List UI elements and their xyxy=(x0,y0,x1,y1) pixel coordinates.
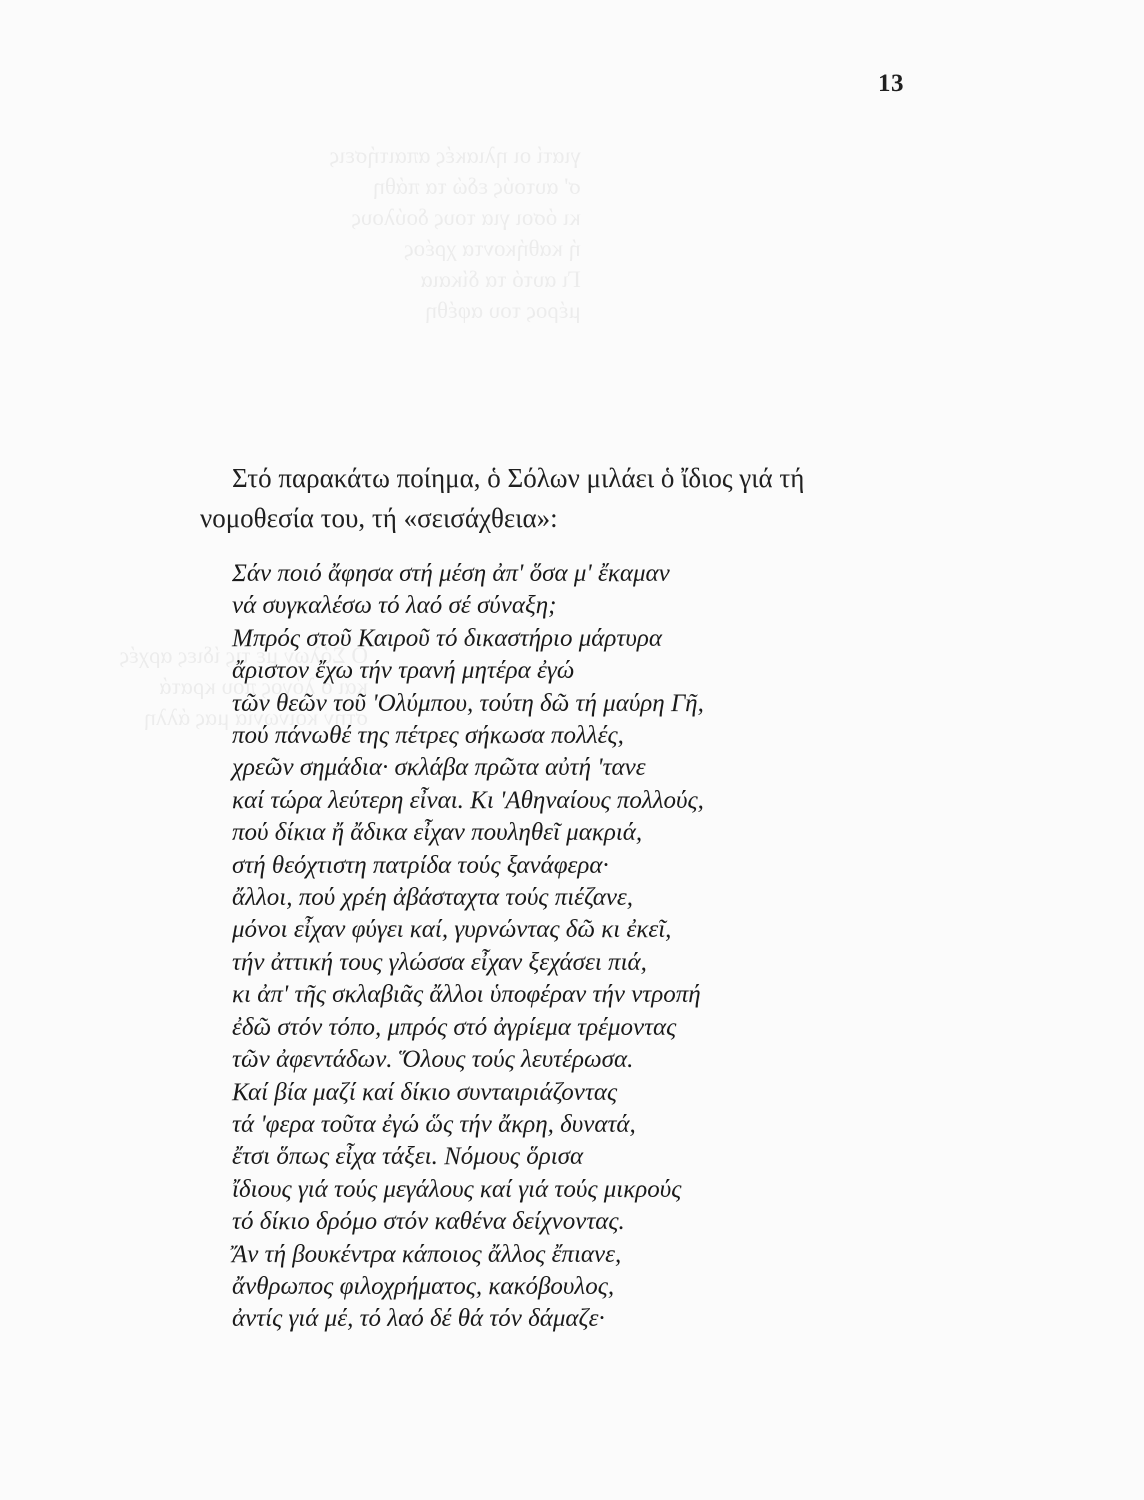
poem-line: κι ἀπ' τῆς σκλαβιᾶς ἄλλοι ὑποφέραν τήν ντροπή xyxy=(232,981,701,1009)
poem-line: πού πάνωθέ της πέτρες σήκωσα πολλές, xyxy=(232,722,624,750)
poem-line: καί τώρα λεύτερη εἶναι. Κι 'Αθηναίους πολλούς, xyxy=(232,786,704,814)
show-through-text-lower: Ο Σόλων με τις ίδιες αρχές και ο λόγος που κρατά στην κοινωνία μας άλλη xyxy=(120,643,368,730)
poem-line: τῶν θεῶν τοῦ 'Ολύμπου, τούτη δῶ τή μαύρη Γῆ, xyxy=(232,689,704,717)
poem-line: ἀντίς γιά μέ, τό λαό δέ θά τόν δάμαζε· xyxy=(232,1305,605,1333)
poem-line: Σάν ποιό ἄφησα στή μέση ἀπ' ὅσα μ' ἔκαμαν xyxy=(232,560,670,587)
poem-line: στή θεόχτιστη πατρίδα τούς ξανάφερα· xyxy=(232,851,609,879)
poem-line: τά 'φερα τοῦτα ἐγώ ὥς τήν ἄκρη, δυνατά, xyxy=(232,1110,636,1138)
poem-line: ἄλλοι, πού χρέη ἀβάσταχτα τούς πιέζανε, xyxy=(232,884,634,912)
poem-line: ἄνθρωπος φιλοχρήματος, κακόβουλος, xyxy=(232,1272,615,1300)
poem xyxy=(204,558,964,1336)
intro-paragraph xyxy=(200,458,932,538)
poem-line: χρεῶν σημάδια· σκλάβα πρῶτα αὐτή 'τανε xyxy=(232,754,646,782)
poem-line: Ἄν τή βουκέντρα κάποιος ἄλλος ἔπιανε, xyxy=(232,1240,622,1268)
poem-line: ἐδῶ στόν τόπο, μπρός στό ἀγρίεμα τρέμοντας xyxy=(232,1013,677,1041)
show-through-text: γιατί οι ηλιακές απαιτήσεις σ' αυτούς εδώ τα πάθη κι όσοι για τους δούλους ή καθήκοντα χρέος Γι αυτό τα δίκαια μέρος του αφέθη xyxy=(330,143,581,323)
poem-line: πού δίκια ἤ ἄδικα εἶχαν πουληθεῖ μακριά, xyxy=(232,819,643,847)
page-number: 13 xyxy=(878,70,904,97)
poem-line: ἔτσι ὅπως εἶχα τάξει. Νόμους ὅρισα xyxy=(232,1143,584,1171)
poem-line: ἴδιους γιά τούς μεγάλους καί γιά τούς μικρούς xyxy=(232,1175,682,1203)
poem-line: μόνοι εἶχαν φύγει καί, γυρνώντας δῶ κι ἐκεῖ, xyxy=(232,916,672,944)
poem-line: ἄριστον ἔχω τήν τρανή μητέρα ἐγώ xyxy=(232,657,575,685)
poem-line: τῶν ἀφεντάδων. Ὅλους τούς λευτέρωσα. xyxy=(232,1046,634,1074)
poem-line: Καί βία μαζί καί δίκιο συνταιριάζοντας xyxy=(232,1078,618,1106)
poem-line: νά συγκαλέσω τό λαό σέ σύναξη; xyxy=(232,592,557,620)
intro-line: Στό παρακάτω ποίημα, ὁ Σόλων μιλάει ὁ ἴδιος γιά τή xyxy=(232,463,805,493)
poem-line: τό δίκιο δρόμο στόν καθένα δείχνοντας. xyxy=(232,1208,625,1236)
intro-line: νομοθεσία του, τή «σεισάχθεια»: xyxy=(200,503,558,533)
poem-line: τήν ἀττική τους γλώσσα εἶχαν ξεχάσει πιά, xyxy=(232,948,647,976)
poem-line: Μπρός στοῦ Καιροῦ τό δικαστήριο μάρτυρα xyxy=(232,624,662,652)
